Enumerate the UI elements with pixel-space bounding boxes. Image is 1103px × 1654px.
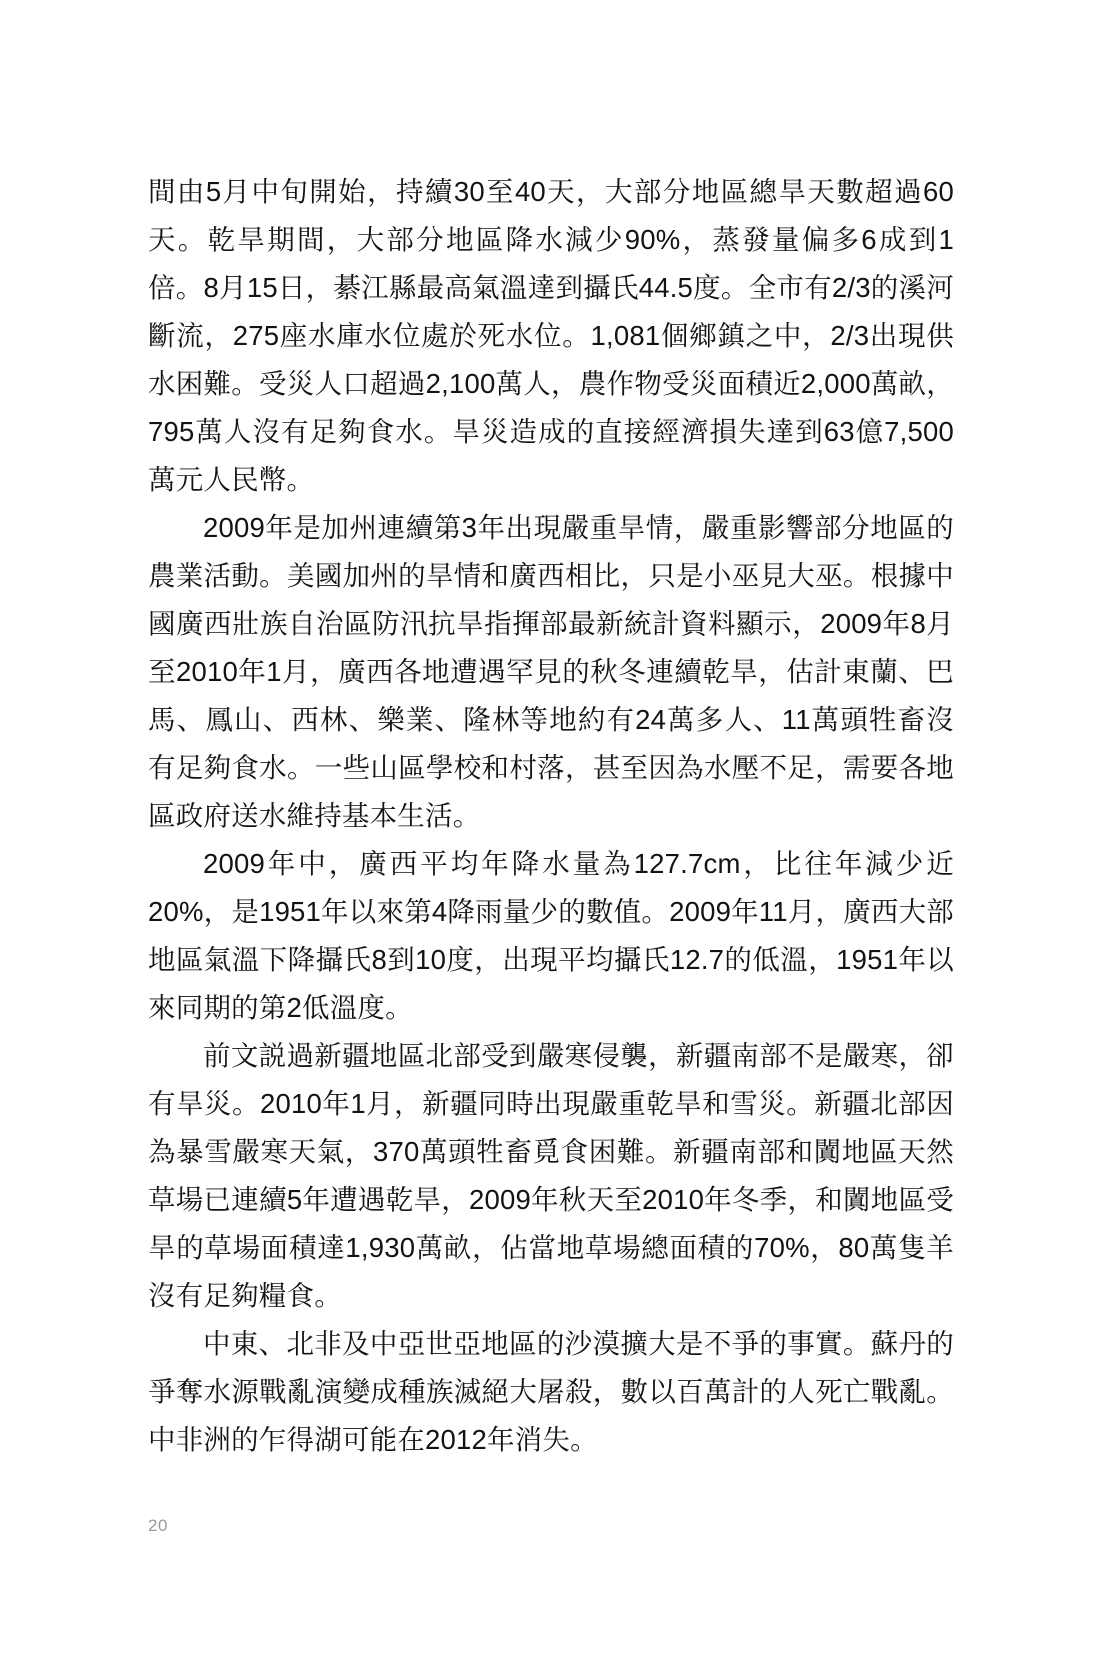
paragraph-1: 間由5月中旬開始，持續30至40天，大部分地區總旱天數超過60天。乾旱期間，大部分地區降水減少90%，蒸發量偏多6成到1倍。8月15日，綦江縣最高氣溫達到攝氏44.5度。全市有2/3的溪河斷流，275座水庫水位處於死水位。1,081個鄉鎮之中，2/3出現供水困難。受災人口超過2,100萬人，農作物受災面積近2,000萬畝，795萬人沒有足夠食水。旱災造成的直接經濟損失達到63億7,500萬元人民幣。 xyxy=(148,176,954,495)
paragraph-2: 2009年是加州連續第3年出現嚴重旱情，嚴重影響部分地區的農業活動。美國加州的旱情和廣西相比，只是小巫見大巫。根據中國廣西壯族自治區防汛抗旱指揮部最新統計資料顯示，2009年8月至2010年1月，廣西各地遭遇罕見的秋冬連續乾旱，估計東蘭、巴馬、鳳山、西林、樂業、隆林等地約有24萬多人、11萬頭牲畜沒有足夠食水。一些山區學校和村落，甚至因為水壓不足，需要各地區政府送水維持基本生活。 xyxy=(148,512,954,831)
page-number: 20 xyxy=(148,1516,168,1535)
page-body-text xyxy=(148,168,954,1464)
paragraph-4: 前文説過新疆地區北部受到嚴寒侵襲，新疆南部不是嚴寒，卻有旱災。2010年1月，新疆同時出現嚴重乾旱和雪災。新疆北部因為暴雪嚴寒天氣，370萬頭牲畜覓食困難。新疆南部和闐地區天然草場已連續5年遭遇乾旱，2009年秋天至2010年冬季，和闐地區受旱的草場面積達1,930萬畝，佔當地草場總面積的70%，80萬隻羊沒有足夠糧食。 xyxy=(148,1040,954,1311)
paragraph-5: 中東、北非及中亞世亞地區的沙漠擴大是不爭的事實。蘇丹的爭奪水源戰亂演變成種族滅絕大屠殺，數以百萬計的人死亡戰亂。中非洲的乍得湖可能在2012年消失。 xyxy=(148,1328,954,1455)
paragraph-3: 2009年中，廣西平均年降水量為127.7cm，比往年減少近20%，是1951年以來第4降雨量少的數值。2009年11月，廣西大部地區氣溫下降攝氏8到10度，出現平均攝氏12.7的低溫，1951年以來同期的第2低溫度。 xyxy=(148,848,954,1023)
